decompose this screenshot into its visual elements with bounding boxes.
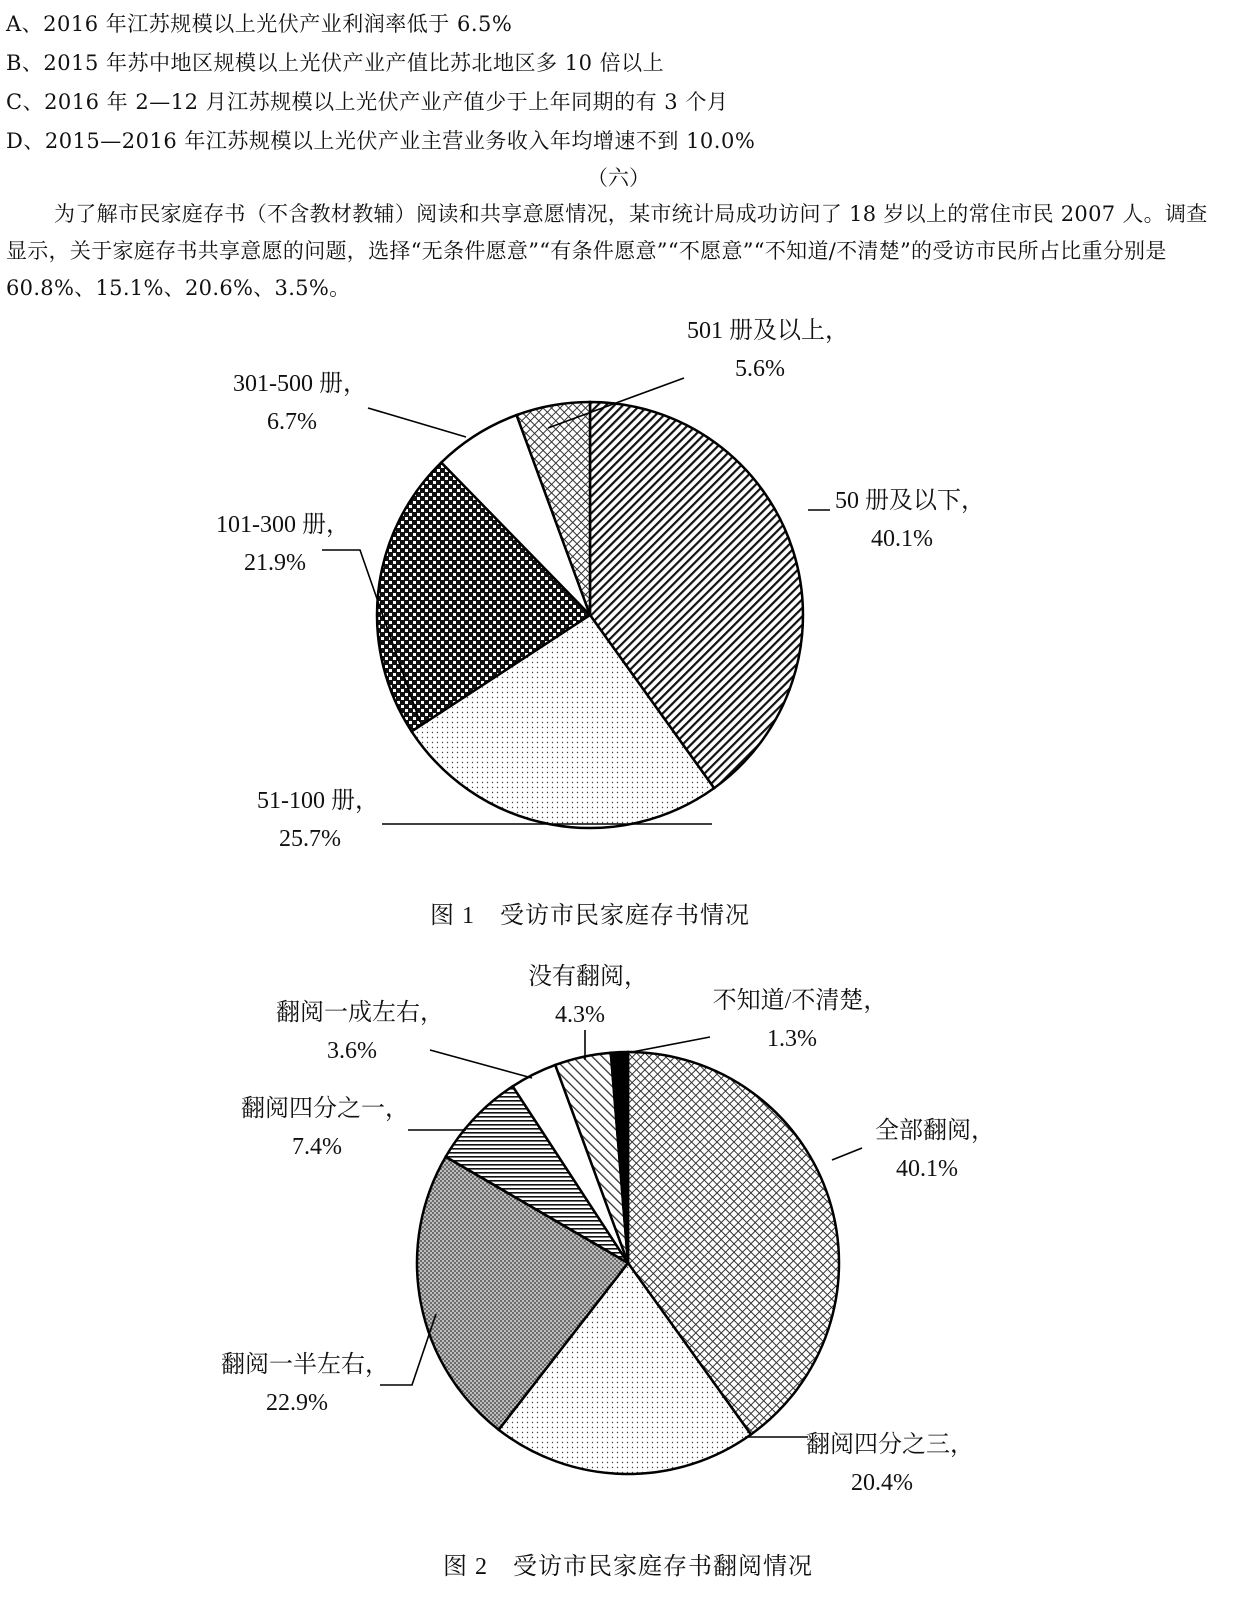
pie1-value-1: 25.7% [279,826,341,852]
pie1-value-3: 6.7% [267,409,317,435]
section-title: （六） [587,166,650,190]
figure-1-caption: 图 1 受访市民家庭存书情况 [430,903,750,929]
pie1-value-4: 5.6% [735,356,785,382]
pie2-leader-6 [632,1037,710,1052]
pie1-label-3: 301-500 册， [233,371,367,397]
pie2-label-3: 翻阅四分之一， [241,1096,409,1122]
figure-2-caption: 图 2 受访市民家庭存书翻阅情况 [443,1554,813,1580]
pie2-leader-0 [832,1148,862,1160]
pie1-label-4: 501 册及以上， [687,318,849,344]
pie1-value-0: 40.1% [871,526,933,552]
pie2-value-1: 20.4% [851,1470,913,1496]
pie2-value-0: 40.1% [896,1156,958,1182]
pie2-leader-4 [430,1050,532,1078]
pie2-label-2: 翻阅一半左右， [221,1352,389,1378]
pie1-label-1: 51-100 册， [257,788,379,814]
pie2-label-5: 没有翻阅， [528,964,648,990]
pie-chart-2 [221,963,995,1496]
pie2-label-0: 全部翻阅， [875,1118,995,1144]
pie1-label-0: 50 册及以下， [835,488,985,514]
pie1-value-2: 21.9% [244,550,306,576]
option-d: D、2015—2016 年江苏规模以上光伏产业主营业务收入年均增速不到 10.0% [6,129,756,153]
pie1-leader-3 [368,408,466,437]
option-c: C、2016 年 2—12 月江苏规模以上光伏产业产值少于上年同期的有 3 个月 [6,90,729,114]
pie2-value-6: 1.3% [767,1026,817,1052]
option-b: B、2015 年苏中地区规模以上光伏产业产值比苏北地区多 10 倍以上 [6,51,665,75]
pie-chart-1 [216,317,985,852]
pie2-value-2: 22.9% [266,1390,328,1416]
pie2-value-4: 3.6% [327,1038,377,1064]
pie1-label-2: 101-300 册， [216,512,350,538]
intro-paragraph: 为了解市民家庭存书（不含教材教辅）阅读和共享意愿情况，某市统计局成功访问了 18 岁以上的常住市民 2007 人。调查显示，关于家庭存书共享意愿的问题，选择“无条件愿意”“有条件愿意”“不愿意”“不知道/不清楚”的受访市民所占比重分别是 60.8%、15.1%、20.6%、3.5%。 [6,202,1208,300]
pie2-value-5: 4.3% [555,1002,605,1028]
pie2-label-6: 不知道/不清楚， [712,988,888,1014]
option-a: A、2016 年江苏规模以上光伏产业利润率低于 6.5% [6,12,513,36]
pie2-label-1: 翻阅四分之三， [806,1432,974,1458]
pie2-value-3: 7.4% [292,1134,342,1160]
pie2-label-4: 翻阅一成左右， [276,1000,444,1026]
